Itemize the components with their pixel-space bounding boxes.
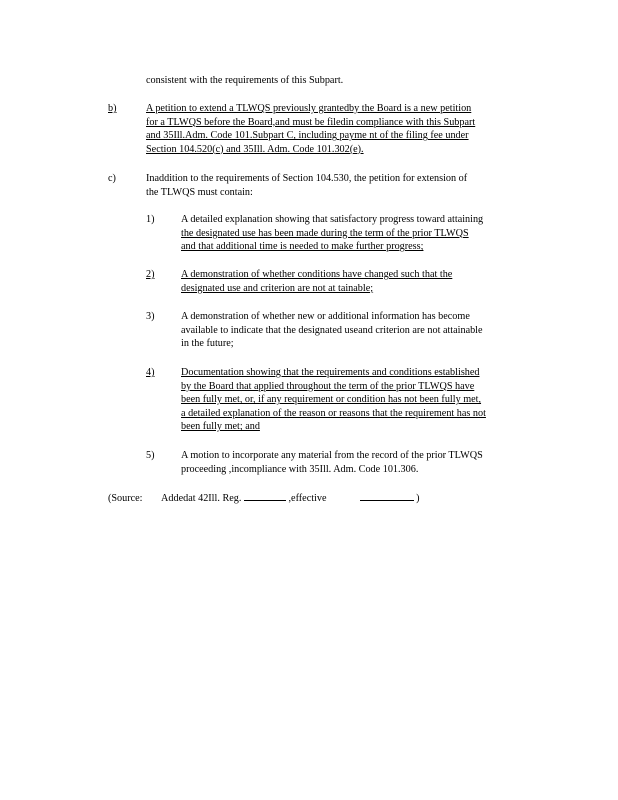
subsection-c-label: c) xyxy=(108,173,116,184)
source-added-text: Addedat 42Ill. Reg. xyxy=(161,493,242,504)
item-3-text: A demonstration of whether new or additional information has become available to indicate that the designated useand criterion are not attainable in the future; xyxy=(181,311,483,350)
source-open: (Source: xyxy=(108,493,143,504)
register-blank xyxy=(244,490,286,501)
item-5-text: A motion to incorporate any material from the record of the prior TLWQS proceeding ,incompliance with 35Ill. Adm. Code 101.306. xyxy=(181,450,483,475)
item-3-label: 3) xyxy=(146,311,155,322)
item-5-label: 5) xyxy=(146,450,155,461)
subsection-b-text: A petition to extend a TLWQS previously grantedby the Board is a new petition for a TLWQS before the Board,and must be filedin compliance with this Subpart and 35Ill.Adm. Code 101.Subpart C, including payme nt of the filing fee under Section 104.520(c) and 35Ill. Adm. Code 101.302(e). xyxy=(146,103,476,155)
item-4-label: 4) xyxy=(146,367,155,378)
subsection-c-text: Inaddition to the requirements of Section 104.530, the petition for extension of the TLWQS must contain: xyxy=(146,173,468,198)
subsection-b-label: b) xyxy=(108,103,117,114)
source-effective-text: ,effective xyxy=(288,493,327,504)
source-note xyxy=(108,490,420,506)
item-2-text: A demonstration of whether conditions have changed such that the designated use and criterion are not at tainable; xyxy=(181,269,453,294)
item-2-label: 2) xyxy=(146,269,155,280)
continuation-text: consistent with the requirements of this Subpart. xyxy=(146,75,344,86)
item-1-label: 1) xyxy=(146,214,155,225)
item-4-text: Documentation showing that the requirements and conditions established by the Board that applied throughout the term of the prior TLWQS have been fully met, or, if any requirement or condition has not been fully met, a detailed explanation of the reason or reasons that the requirement has not been fully met; and xyxy=(181,367,486,433)
item-1-text: A detailed explanation showing that satisfactory progress toward attaining the designated use has been made during the term of the prior TLWQS and that additional time is needed to make further progress; xyxy=(181,214,484,253)
source-close: ) xyxy=(416,493,420,504)
effective-date-blank xyxy=(360,490,414,501)
